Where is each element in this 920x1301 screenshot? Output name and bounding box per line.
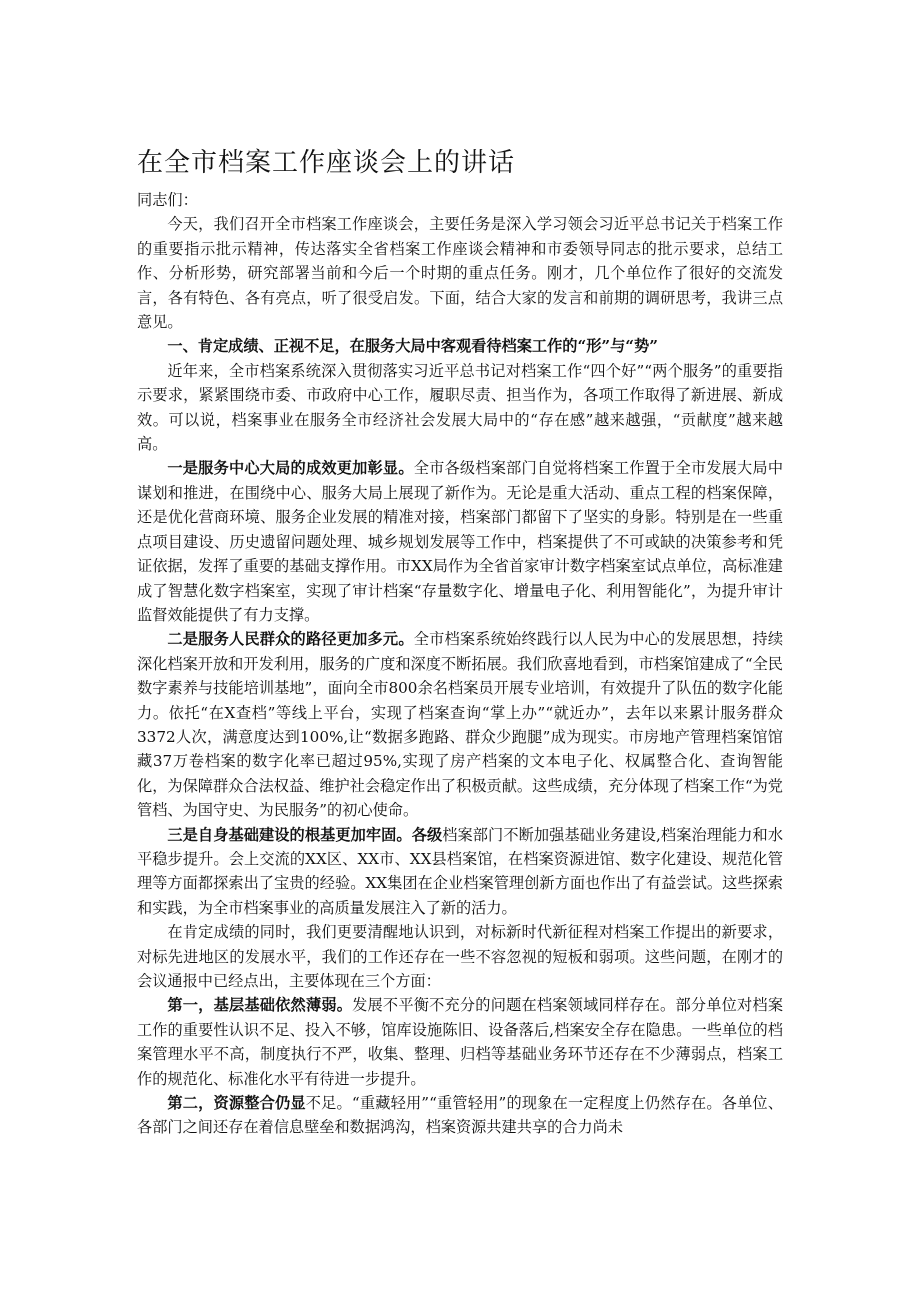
document-page bbox=[137, 144, 783, 1140]
paragraph-text: 档案部门不断加强基础业务建设,档案治理能力和水平稳步提升。会上交流的XX区、XX市、XX县档案馆，在档案资源进馆、数字化建设、规范化管理等方面都探索出了宝贵的经验。XX集团在企业档案管理创新方面也作出了有益尝试。这些探索和实践，为全市档案事业的高质量发展注入了新的活力。 bbox=[137, 825, 784, 917]
paragraph-lead: 第一，基层基础依然薄弱。 bbox=[167, 996, 353, 1015]
paragraph-text: 在肯定成绩的同时，我们更要清醒地认识到，对标新时代新征程对档案工作提出的新要求，对标先进地区的发展水平，我们的工作还存在一些不容忽视的短板和弱项。这些问题，在刚才的会议通报中已经点出，主要体现在三个方面： bbox=[137, 923, 783, 990]
body-paragraph bbox=[137, 456, 783, 627]
document-title: 在全市档案工作座谈会上的讲话 bbox=[137, 148, 516, 178]
paragraph-text: 全市档案系统始终践行以人民为中心的发展思想，持续深化档案开放和开发利用，服务的广度和深度不断拓展。我们欣喜地看到，市档案馆建成了“全民数字素养与技能培训基地”，面向全市800余名档案员开展专业培训，有效提升了队伍的数字化能力。依托“在X查档”等线上平台，实现了档案查询“掌上办”“就近办”，去年以来累计服务群众3372人次，满意度达到100%,让“数据多跑路、群众少跑腿”成为现实。市房地产管理档案馆馆藏37万卷档案的数字化率已超过95%,实现了房产档案的文本电子化、权属整合化、查询智能化，为保障群众合法权益、维护社会稳定作出了积极贡献。这些成绩，充分体现了档案工作“为党管档、为国守史、为民服务”的初心使命。 bbox=[137, 630, 784, 820]
paragraph-text: 全市各级档案部门自觉将档案工作置于全市发展大局中谋划和推进，在围绕中心、服务大局上展现了新作为。无论是重大活动、重点工程的档案保障，还是优化营商环境、服务企业发展的精准对接，档案部门都留下了坚实的身影。特别是在一些重点项目建设、历史遗留问题处理、城乡规划发展等工作中，档案提供了不可或缺的决策参考和凭证依据，发挥了重要的基础支撑作用。市XX局作为全省首家审计数字档案室试点单位，高标准建成了智慧化数字档案室，实现了审计档案“存量数字化、增量电子化、利用智能化”，为提升审计监督效能提供了有力支撑。 bbox=[137, 459, 784, 624]
paragraph-text: 不足。“重藏轻用”“重管轻用”的现象在一定程度上仍然存在。各单位、各部门之间还存在着信息壁垒和数据鸿沟，档案资源共建共享的合力尚未 bbox=[137, 1094, 783, 1137]
body-paragraph bbox=[137, 1091, 783, 1140]
salutation: 同志们： bbox=[137, 191, 198, 209]
paragraph-lead: 二是服务人民群众的路径更加多元。 bbox=[167, 630, 414, 649]
body-paragraph bbox=[137, 920, 783, 993]
paragraph-text: 近年来，全市档案系统深入贯彻落实习近平总书记对档案工作“四个好”“两个服务”的重要指示要求，紧紧围绕市委、市政府中心工作，履职尽责、担当作为，各项工作取得了新进展、新成效。可以说，档案事业在服务全市经济社会发展大局中的“存在感”越来越强，“贡献度”越来越高。 bbox=[137, 361, 783, 454]
body-paragraph bbox=[137, 993, 783, 1091]
paragraph-lead: 三是自身基础建设的根基更加牢固。各级 bbox=[167, 825, 443, 844]
document-body bbox=[137, 212, 783, 1139]
body-paragraph bbox=[137, 627, 783, 822]
paragraph-text: 发展不平衡不充分的问题在档案领域同样存在。部分单位对档案工作的重要性认识不足、投入不够，馆库设施陈旧、设备落后,档案安全存在隐患。一些单位的档案管理水平不高，制度执行不严，收集、整理、归档等基础业务环节还存在不少薄弱点，档案工作的规范化、标准化水平有待进一步提升。 bbox=[137, 996, 784, 1088]
body-paragraph bbox=[137, 359, 783, 457]
section-heading: 一、肯定成绩、正视不足，在服务大局中客观看待档案工作的“形”与“势” bbox=[167, 337, 658, 356]
paragraph-lead: 一是服务中心大局的成效更加彰显。 bbox=[167, 459, 414, 478]
body-paragraph bbox=[137, 823, 783, 921]
body-paragraph bbox=[137, 212, 783, 334]
paragraph-text: 今天，我们召开全市档案工作座谈会，主要任务是深入学习领会习近平总书记关于档案工作的重要指示批示精神，传达落实全省档案工作座谈会精神和市委领导同志的批示要求，总结工作、分析形势，研究部署当前和今后一个时期的重点任务。刚才，几个单位作了很好的交流发言，各有特色、各有亮点，听了很受启发。下面，结合大家的发言和前期的调研思考，我讲三点意见。 bbox=[137, 215, 783, 332]
paragraph-lead: 第二，资源整合仍显 bbox=[167, 1094, 306, 1113]
